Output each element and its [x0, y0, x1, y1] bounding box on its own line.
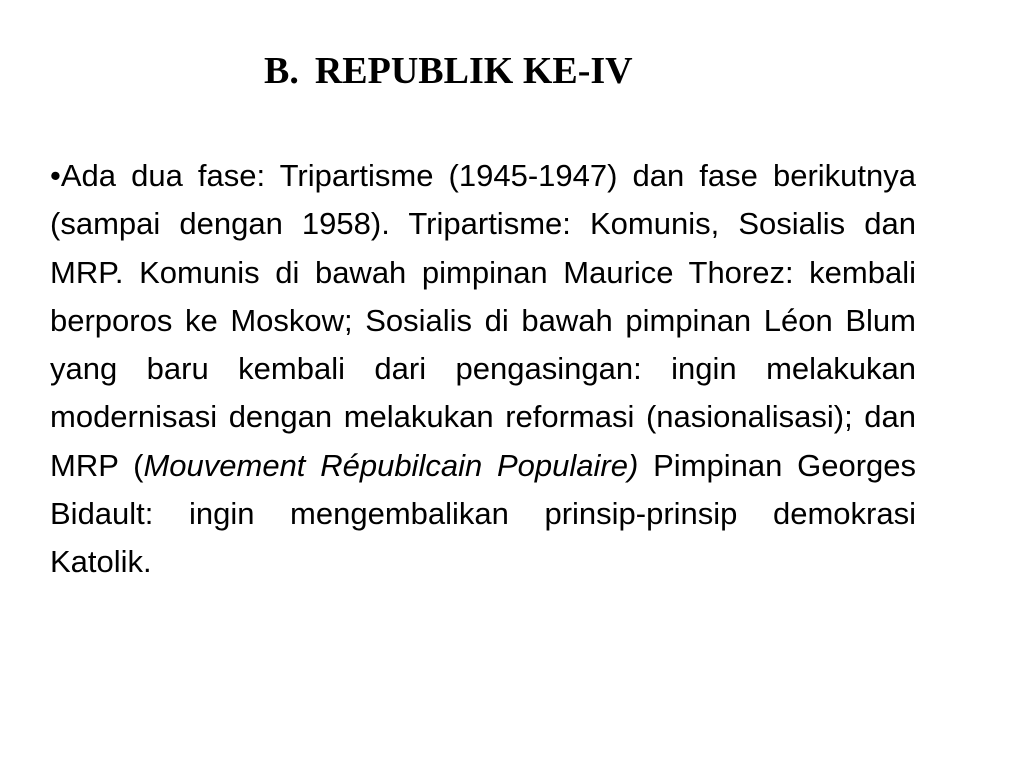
body-paragraph — [50, 152, 916, 587]
slide-title — [264, 48, 633, 94]
title-number: B. — [264, 50, 299, 92]
body-text-part1: Ada dua fase: Tripartisme (1945-1947) dan fase berikutnya (sampai dengan 1958). Tripartisme: Komunis, Sosialis dan MRP. Komunis di bawah pimpinan Maurice Thorez: kembali berporos ke Moskow; Sosialis di bawah pimpinan Léon Blum yang baru kembali dari pengasingan: ingin melakukan modernisasi dengan melakukan reformasi (nasionalisasi); dan MRP ( — [50, 158, 916, 483]
title-text: REPUBLIK KE-IV — [314, 50, 633, 92]
body-text-italic: Mouvement Répubilcain Populaire) — [143, 447, 639, 483]
bullet-marker: • — [50, 158, 61, 193]
body-text-part2: Pimpinan Georges Bidault: ingin mengembalikan prinsip-prinsip demokrasi Katolik. — [50, 447, 917, 580]
